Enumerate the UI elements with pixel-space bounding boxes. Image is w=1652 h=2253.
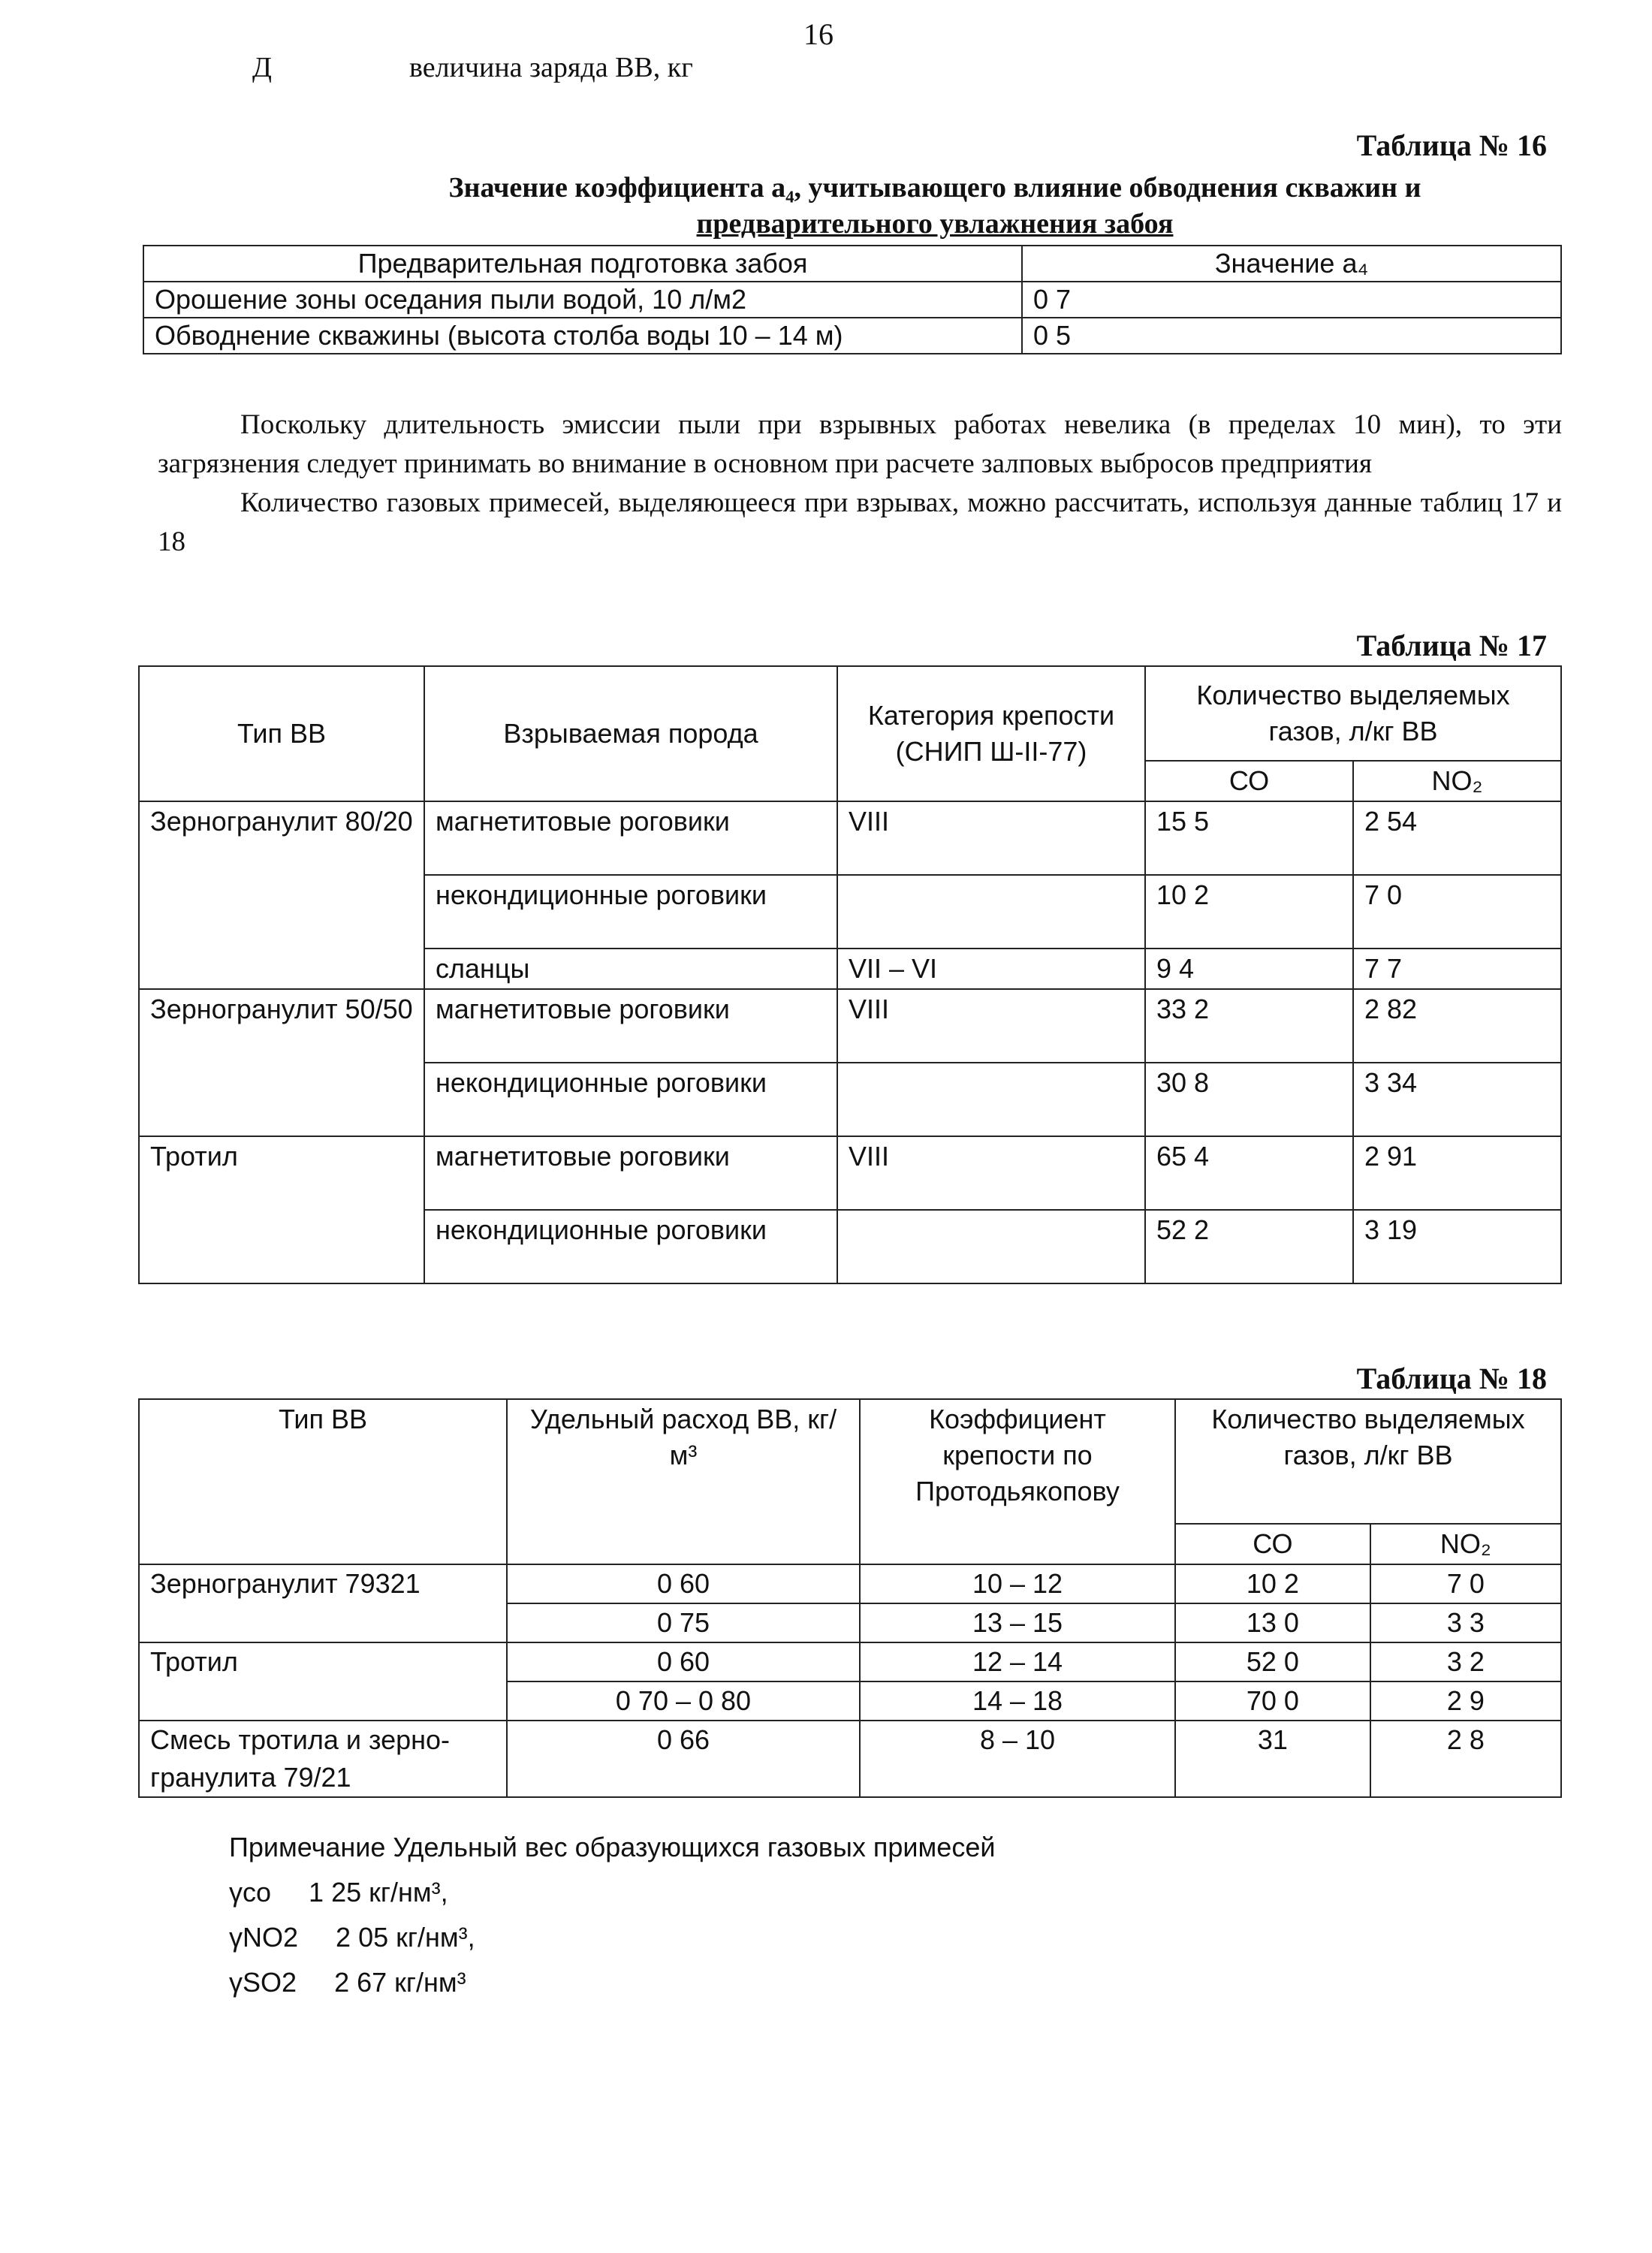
cell-coef: 12 – 14 [860, 1642, 1175, 1681]
cell-value: 0 7 [1022, 282, 1561, 318]
cell-no2: 7 0 [1370, 1564, 1561, 1603]
cell-co: 52 0 [1175, 1642, 1370, 1681]
cell-rock: магнетитовые роговики [424, 801, 837, 875]
cell-co: 15 5 [1145, 801, 1353, 875]
cell-rock: некондиционные роговики [424, 875, 837, 949]
charge-description: величина заряда ВВ, кг [409, 52, 693, 83]
cell-no2: 2 82 [1353, 989, 1561, 1063]
cell-coef: 13 – 15 [860, 1603, 1175, 1642]
table17 [138, 665, 1562, 1284]
cell-rock: некондиционные роговики [424, 1210, 837, 1283]
charge-symbol: Д [252, 52, 272, 83]
table-row [139, 1642, 1561, 1681]
table18-caption: Таблица № 18 [1356, 1362, 1547, 1395]
cell-coef: 8 – 10 [860, 1721, 1175, 1797]
cell-rock: магнетитовые роговики [424, 989, 837, 1063]
cell-rate: 0 70 – 0 80 [507, 1681, 860, 1721]
header-gas: Количество выделяемых газов, л/кг ВВ [1145, 666, 1561, 761]
note-item [229, 1915, 995, 1960]
cell-type: Зерногранулит 50/50 [139, 989, 424, 1136]
page-number: 16 [803, 17, 834, 51]
table-header-row [143, 246, 1561, 282]
note-value: 2 05 кг/нм³, [336, 1922, 475, 1953]
header-co: СО [1175, 1524, 1370, 1564]
cell-value: 0 5 [1022, 318, 1561, 354]
cell-type: Зерногранулит 80/20 [139, 801, 424, 989]
cell-co: 31 [1175, 1721, 1370, 1797]
cell-no2: 3 19 [1353, 1210, 1561, 1283]
table-row [143, 318, 1561, 354]
cell-no2: 3 3 [1370, 1603, 1561, 1642]
note-label: γSO2 [229, 1967, 297, 1998]
table16-caption: Таблица № 16 [1356, 128, 1547, 162]
cell-no2: 3 34 [1353, 1063, 1561, 1136]
cell-preparation: Орошение зоны оседания пыли водой, 10 л/м2 [143, 282, 1022, 318]
body-text [158, 406, 1562, 562]
note-item [229, 1870, 995, 1915]
cell-no2: 7 0 [1353, 875, 1561, 949]
header-rock: Взрываемая порода [424, 666, 837, 801]
header-type: Тип ВВ [139, 1399, 507, 1564]
cell-co: 9 4 [1145, 949, 1353, 989]
cell-category: VIII [837, 989, 1145, 1063]
table-row [143, 282, 1561, 318]
cell-co: 10 2 [1145, 875, 1353, 949]
cell-type: Тротил [139, 1642, 507, 1721]
cell-no2: 3 2 [1370, 1642, 1561, 1681]
header-no2: NO₂ [1370, 1524, 1561, 1564]
cell-co: 52 2 [1145, 1210, 1353, 1283]
header-type: Тип ВВ [139, 666, 424, 801]
cell-no2: 7 7 [1353, 949, 1561, 989]
cell-co: 65 4 [1145, 1136, 1353, 1210]
table18 [138, 1398, 1562, 1798]
cell-rate: 0 66 [507, 1721, 860, 1797]
note-label: γco [229, 1877, 272, 1908]
table-row [139, 801, 1561, 875]
header-no2: NO₂ [1353, 761, 1561, 801]
table17-caption: Таблица № 17 [1356, 629, 1547, 662]
header-preparation: Предварительная подготовка забоя [143, 246, 1022, 282]
cell-coef: 10 – 12 [860, 1564, 1175, 1603]
cell-co: 13 0 [1175, 1603, 1370, 1642]
cell-no2: 2 91 [1353, 1136, 1561, 1210]
cell-rate: 0 75 [507, 1603, 860, 1642]
note [229, 1825, 995, 2005]
cell-no2: 2 9 [1370, 1681, 1561, 1721]
header-coef: Коэффициент крепости по Протодьякопову [860, 1399, 1175, 1564]
cell-preparation: Обводнение скважины (высота столба воды 10 – 14 м) [143, 318, 1022, 354]
table-row [139, 1136, 1561, 1210]
table-row [139, 989, 1561, 1063]
table-row [139, 1721, 1561, 1797]
cell-category [837, 1210, 1145, 1283]
cell-rock: сланцы [424, 949, 837, 989]
cell-category [837, 1063, 1145, 1136]
table-header-row [139, 666, 1561, 761]
header-value: Значение а₄ [1022, 246, 1561, 282]
cell-co: 30 8 [1145, 1063, 1353, 1136]
paragraph: Поскольку длительность эмиссии пыли при взрывных работах невелика (в пределах 10 мин), то эти загрязнения следует принимать во внимание в основном при расчете залповых выбросов предприятия [158, 409, 1562, 479]
cell-no2: 2 8 [1370, 1721, 1561, 1797]
note-title: Примечание Удельный вес образующихся газовых примесей [229, 1832, 996, 1862]
table16 [143, 245, 1562, 354]
note-value: 1 25 кг/нм³, [309, 1877, 448, 1908]
cell-category: VIII [837, 801, 1145, 875]
table16-title-line1: Значение коэффициента а₄, учитывающего влияние обводнения скважин и [448, 172, 1421, 204]
cell-rate: 0 60 [507, 1642, 860, 1681]
header-co: СО [1145, 761, 1353, 801]
cell-rock: некондиционные роговики [424, 1063, 837, 1136]
table16-title-line2: предварительного увлажнения забоя [696, 208, 1174, 240]
note-label: γNO2 [229, 1922, 299, 1953]
header-category: Категория крепости (СНИП Ш-II-77) [837, 666, 1145, 801]
header-gas: Количество выделяемых газов, л/кг ВВ [1175, 1399, 1561, 1524]
cell-type: Смесь тротила и зерно-гранулита 79/21 [139, 1721, 507, 1797]
cell-type: Тротил [139, 1136, 424, 1283]
cell-category: VIII [837, 1136, 1145, 1210]
cell-co: 70 0 [1175, 1681, 1370, 1721]
cell-coef: 14 – 18 [860, 1681, 1175, 1721]
paragraph: Количество газовых примесей, выделяющееся при взрывах, можно рассчитать, используя данные таблиц 17 и 18 [158, 487, 1562, 557]
table-header-row [139, 1399, 1561, 1524]
cell-category [837, 875, 1145, 949]
note-value: 2 67 кг/нм³ [334, 1967, 466, 1998]
table-row [139, 1564, 1561, 1603]
header-rate: Удельный расход ВВ, кг/м³ [507, 1399, 860, 1564]
cell-co: 10 2 [1175, 1564, 1370, 1603]
cell-rock: магнетитовые роговики [424, 1136, 837, 1210]
note-item [229, 1960, 995, 2005]
cell-type: Зерногранулит 79321 [139, 1564, 507, 1642]
cell-category: VII – VI [837, 949, 1145, 989]
cell-rate: 0 60 [507, 1564, 860, 1603]
cell-co: 33 2 [1145, 989, 1353, 1063]
cell-no2: 2 54 [1353, 801, 1561, 875]
table16-title [308, 170, 1562, 242]
